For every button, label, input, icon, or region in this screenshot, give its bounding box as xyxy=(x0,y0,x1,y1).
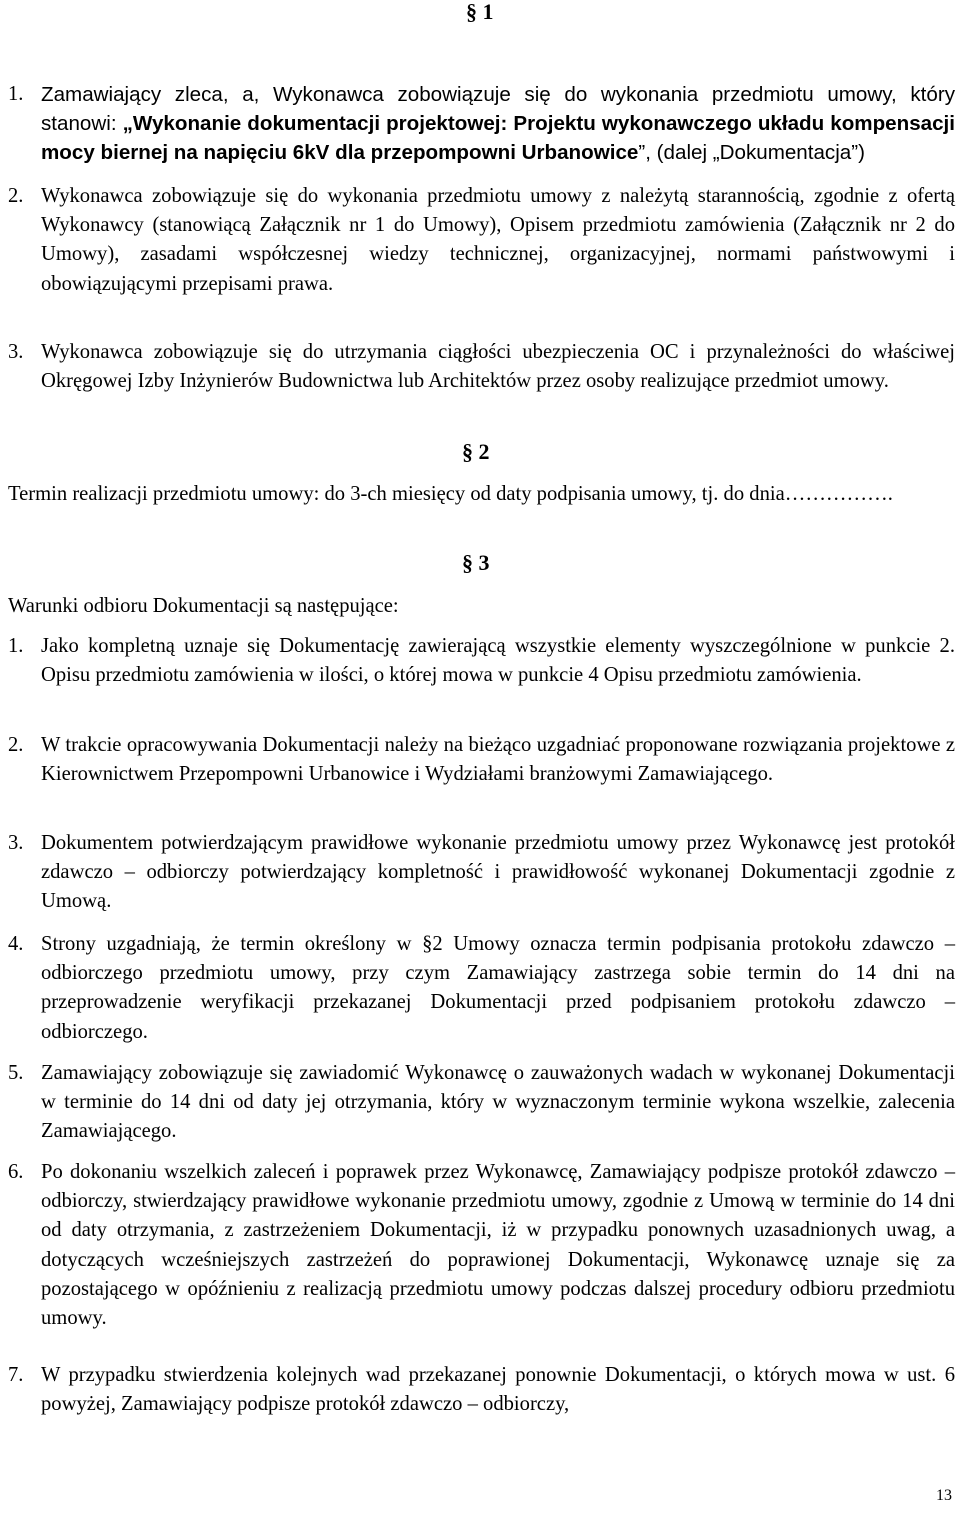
section-1-heading: § 1 xyxy=(466,0,494,24)
item-number: 1. xyxy=(8,635,24,657)
section-3-item-1 xyxy=(8,632,955,690)
item-text: Strony uzgadniają, że termin określony w §2 Umowy oznacza termin podpisania protokołu zdawczo – odbiorczego przedmiotu umowy, przy czym Zamawiający zastrzega sobie termin do 14 dni na przeprowadzenie weryfikacji przekazanej Dokumentacji przed podpisaniem protokołu zdawczo – odbiorczego. xyxy=(41,933,955,1043)
item-number: 7. xyxy=(8,1364,24,1386)
item-number: 5. xyxy=(8,1062,24,1084)
section-2-heading: § 2 xyxy=(462,439,490,464)
section-1-item-2 xyxy=(8,182,955,299)
section-1-item-1 xyxy=(8,80,955,168)
section-3-item-5 xyxy=(8,1059,955,1147)
item-text: Dokumentem potwierdzającym prawidłowe wykonanie przedmiotu umowy przez Wykonawcę jest protokół zdawczo – odbiorczy potwierdzający kompletność i prawidłowość wykonanej Dokumentacji zgodnie z Umową. xyxy=(41,832,955,913)
item-number: 2. xyxy=(8,734,24,756)
section-3-item-7 xyxy=(8,1361,955,1419)
item-text: Wykonawca zobowiązuje się do utrzymania ciągłości ubezpieczenia OC i przynależności do właściwej Okręgowej Izby Inżynierów Budownictwa lub Architektów przez osoby realizujące przedmiot umowy. xyxy=(41,341,955,393)
item-text: Po dokonaniu wszelkich zaleceń i poprawek przez Wykonawcę, Zamawiający podpisze protokół zdawczo – odbiorczy, stwierdzający prawidłowe wykonanie przedmiotu umowy, zgodnie z Umową w terminie do 14 dni od daty otrzymania, z zastrzeżeniem Dokumentacji, iż w przypadku ponownych uzasadnionych uwag, a dotyczących wcześniejszych zastrzeżeń do poprawionej Dokumentacji, Wykonawcę uznaje się za pozostającego w opóźnieniu z realizacją przedmiotu umowy podczas dalszej procedury odbioru przedmiotu umowy. xyxy=(41,1161,955,1330)
section-2-text: Termin realizacji przedmiotu umowy: do 3-ch miesięcy od daty podpisania umowy, tj. do dnia……………. xyxy=(8,483,893,505)
item-number: 6. xyxy=(8,1161,24,1183)
item-text: Zamawiający zobowiązuje się zawiadomić Wykonawcę o zauważonych wadach w wykonanej Dokumentacji w terminie do 14 dni od daty jej otrzymania, który w wyznaczonym terminie wykona wszelkie, zalecenia Zamawiającego. xyxy=(41,1062,955,1143)
item-number: 3. xyxy=(8,341,24,363)
item-number: 2. xyxy=(8,185,24,207)
item-text: W przypadku stwierdzenia kolejnych wad przekazanej ponownie Dokumentacji, o których mowa w ust. 6 powyżej, Zamawiający podpisze protokół zdawczo – odbiorczy, xyxy=(41,1364,955,1416)
item-text: Wykonawca zobowiązuje się do wykonania przedmiotu umowy z należytą starannością, zgodnie z ofertą Wykonawcy (stanowiącą Załącznik nr 1 do Umowy), Opisem przedmiotu zamówienia (Załącznik nr 2 do Umowy), zasadami współczesnej wiedzy technicznej, organizacyjnej, normami państwowymi i obowiązującymi przepisami prawa. xyxy=(41,185,955,295)
section-3-heading: § 3 xyxy=(462,550,490,575)
item-number: 4. xyxy=(8,933,24,955)
item-text: Jako kompletną uznaje się Dokumentację zawierającą wszystkie elementy wyszczególnione w punkcie 2. Opisu przedmiotu zamówienia w ilości, o której mowa w punkcie 4 Opisu przedmiotu zamówienia. xyxy=(41,635,955,687)
item-text-post: ”, (dalej „Dokumentacja”) xyxy=(638,141,865,165)
item-text: W trakcie opracowywania Dokumentacji należy na bieżąco uzgadniać proponowane rozwiązania projektowe z Kierownictwem Przepompowni Urbanowice i Wydziałami branżowymi Zamawiającego. xyxy=(41,734,955,786)
item-number: 3. xyxy=(8,832,24,854)
item-number: 1. xyxy=(8,83,24,105)
section-1-item-3 xyxy=(8,338,955,396)
section-3-item-2 xyxy=(8,731,955,789)
item-text-bold: „Wykonanie dokumentacji projektowej: Projektu wykonawczego układu kompensacji mocy biernej na napięciu 6kV dla przepompowni Urbanowice xyxy=(41,112,956,165)
section-3-item-4 xyxy=(8,930,955,1047)
item-text xyxy=(41,80,955,168)
section-3-intro: Warunki odbioru Dokumentacji są następujące: xyxy=(8,595,399,617)
page-number: 13 xyxy=(936,1487,952,1504)
section-3-item-6 xyxy=(8,1158,955,1333)
section-3-item-3 xyxy=(8,829,955,917)
item-text-pre: Zamawiający zleca, a, Wykonawca zobowiązuje się do wykonania przedmiotu umowy, który stanowi: xyxy=(41,83,955,136)
